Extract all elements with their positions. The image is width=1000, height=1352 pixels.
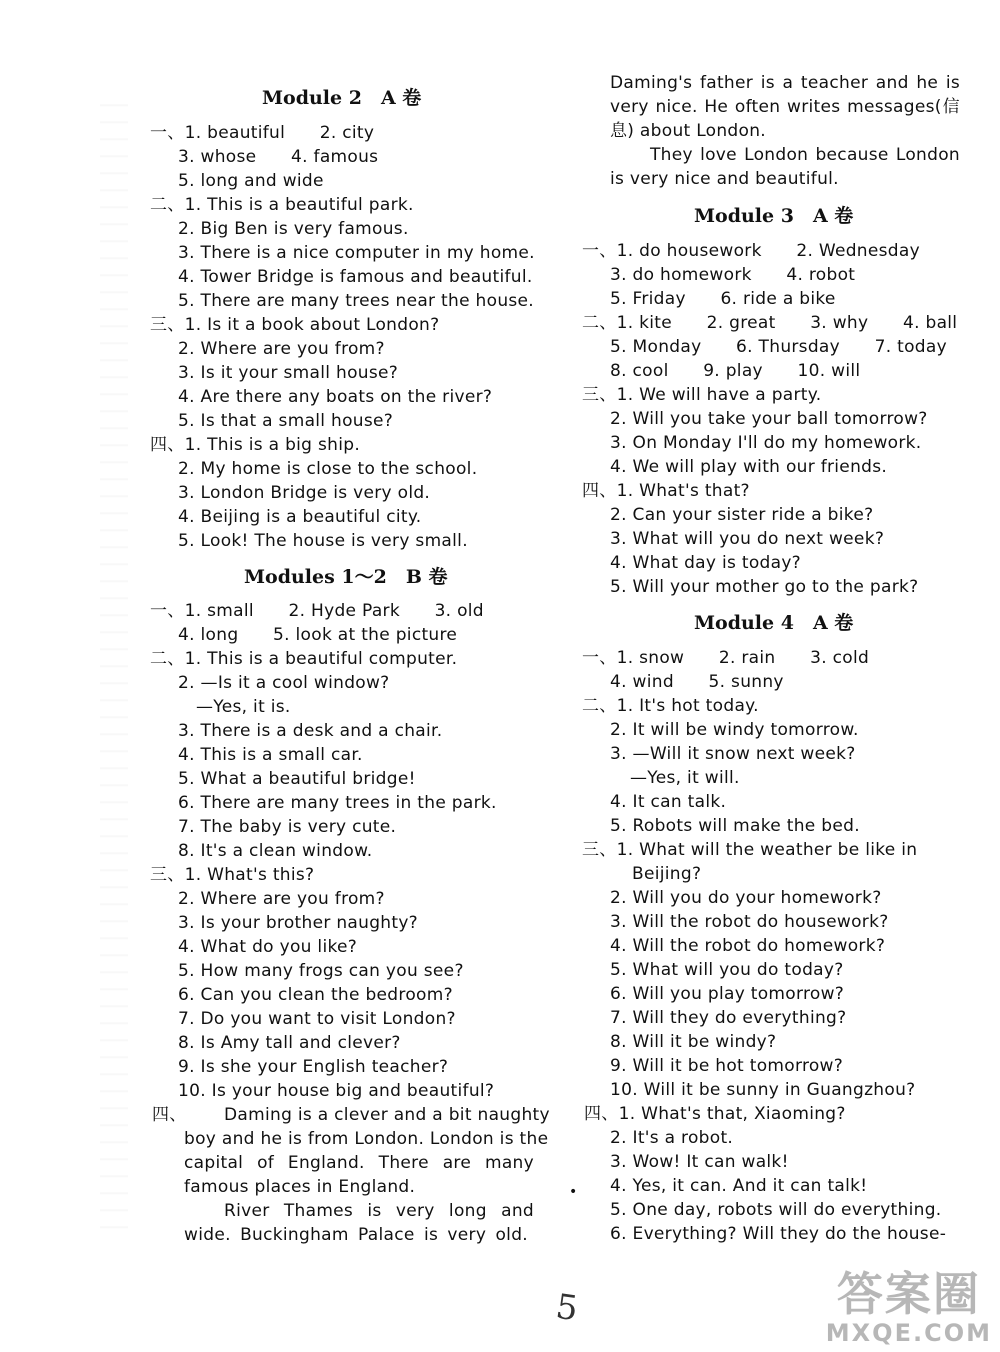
scan-dot: •: [569, 1184, 578, 1200]
list-item: 4. Will the robot do homework?: [610, 936, 886, 956]
list-item: 3. Is your brother naughty?: [178, 913, 419, 933]
list-item: 3. do homework 4. robot: [610, 265, 856, 285]
list-item: 4. This is a small car.: [178, 745, 363, 765]
list-item: 7. Will they do everything?: [610, 1008, 847, 1028]
passage-line: is very nice and beautiful.: [610, 169, 839, 189]
watermark: [826, 1268, 992, 1346]
list-item: 2. Can your sister ride a bike?: [610, 505, 874, 525]
list-item: 4. What do you like?: [178, 937, 358, 957]
passage-line: Daming is a clever and a bit naughty: [224, 1105, 550, 1125]
list-item: 4. Yes, it can. And it can talk!: [610, 1176, 868, 1196]
watermark-url: MXQE.COM: [825, 1319, 992, 1347]
list-item: 四、1. What's that, Xiaoming?: [584, 1104, 846, 1124]
list-item: 8. Is Amy tall and clever?: [178, 1033, 401, 1053]
passage-line: famous places in England.: [184, 1177, 416, 1197]
list-item: —Yes, it will.: [630, 768, 740, 788]
list-item: 2. —Is it a cool window?: [178, 673, 390, 693]
list-item: 一、1. snow 2. rain 3. cold: [582, 648, 870, 668]
list-item: 4. Tower Bridge is famous and beautiful.: [178, 267, 533, 287]
list-item: 三、1. We will have a party.: [582, 385, 822, 405]
passage-line: capital of England. There are many: [184, 1153, 534, 1173]
list-item: 2. My home is close to the school.: [178, 459, 478, 479]
list-item: 2. Will you do your homework?: [610, 888, 882, 908]
left-margin-scan-noise: [100, 90, 128, 1240]
list-item: 5. What will you do today?: [610, 960, 844, 980]
list-item: 4. long 5. look at the picture: [178, 625, 458, 645]
list-item: 7. The baby is very cute.: [178, 817, 397, 837]
list-item: 3. On Monday I'll do my homework.: [610, 433, 922, 453]
list-item: 3. —Will it snow next week?: [610, 744, 856, 764]
list-item: 一、1. beautiful 2. city: [150, 123, 375, 143]
list-item: 8. cool 9. play 10. will: [610, 361, 861, 381]
list-item: 5. Robots will make the bed.: [610, 816, 860, 836]
list-item: 四、1. This is a big ship.: [150, 435, 361, 455]
list-item: 5. Is that a small house?: [178, 411, 394, 431]
list-item: 4. Are there any boats on the river?: [178, 387, 493, 407]
list-item: 5. Friday 6. ride a bike: [610, 289, 836, 309]
list-item: 6. Will you play tomorrow?: [610, 984, 845, 1004]
list-item: 3. Wow! It can walk!: [610, 1152, 789, 1172]
list-item: 2. It will be windy tomorrow.: [610, 720, 859, 740]
list-item: 4. Beijing is a beautiful city.: [178, 507, 422, 527]
passage-line: 息) about London.: [610, 121, 767, 141]
passage-line: Daming's father is a teacher and he is: [610, 73, 960, 93]
list-item: 4. We will play with our friends.: [610, 457, 888, 477]
list-item: 二、1. This is a beautiful computer.: [150, 649, 458, 669]
list-item: 2. It's a robot.: [610, 1128, 734, 1148]
list-item: 9. Will it be hot tomorrow?: [610, 1056, 844, 1076]
list-item: 6. There are many trees in the park.: [178, 793, 497, 813]
list-item: 3. What will you do next week?: [610, 529, 885, 549]
list-item: 二、1. kite 2. great 3. why 4. ball: [582, 313, 958, 333]
list-item: 一、1. small 2. Hyde Park 3. old: [150, 601, 484, 621]
list-item: 3. London Bridge is very old.: [178, 483, 431, 503]
list-item: 8. It's a clean window.: [178, 841, 373, 861]
passage-line: River Thames is very long and: [224, 1201, 534, 1221]
list-item: 三、1. Is it a book about London?: [150, 315, 440, 335]
list-item: 5. One day, robots will do everything.: [610, 1200, 942, 1220]
list-item: 3. There is a nice computer in my home.: [178, 243, 535, 263]
list-item: 4. wind 5. sunny: [610, 672, 784, 692]
list-item: 三、1. What will the weather be like in: [582, 840, 918, 860]
list-item: 6. Can you clean the bedroom?: [178, 985, 453, 1005]
module4-title: Module 4 A 卷: [694, 612, 854, 634]
list-item: 7. Do you want to visit London?: [178, 1009, 456, 1029]
list-item: 3. Is it your small house?: [178, 363, 399, 383]
list-item: 二、1. This is a beautiful park.: [150, 195, 414, 215]
modules12-title: Modules 1～2 B 卷: [244, 566, 448, 588]
list-item: Beijing?: [632, 864, 702, 884]
list-item: 9. Is she your English teacher?: [178, 1057, 449, 1077]
module2-title: Module 2 A 卷: [262, 87, 422, 109]
list-item: 5. long and wide: [178, 171, 324, 191]
list-item: 4. It can talk.: [610, 792, 727, 812]
list-item: 2. Where are you from?: [178, 889, 385, 909]
list-item: 四、1. What's that?: [582, 481, 750, 501]
list-item: 10. Will it be sunny in Guangzhou?: [610, 1080, 916, 1100]
list-item: 3. whose 4. famous: [178, 147, 379, 167]
list-item: 一、1. do housework 2. Wednesday: [582, 241, 920, 261]
list-item: 3. Will the robot do housework?: [610, 912, 889, 932]
list-item: 5. What a beautiful bridge!: [178, 769, 416, 789]
passage-line: very nice. He often writes messages(信: [610, 97, 960, 117]
list-item: 5. Look! The house is very small.: [178, 531, 468, 551]
list-item: 5. There are many trees near the house.: [178, 291, 535, 311]
list-item: 6. Everything? Will they do the house-: [610, 1224, 947, 1244]
passage-line: boy and he is from London. London is the: [184, 1129, 549, 1149]
list-item: 二、1. It's hot today.: [582, 696, 759, 716]
list-item: 4. What day is today?: [610, 553, 802, 573]
list-item: 3. There is a desk and a chair.: [178, 721, 443, 741]
module3-title: Module 3 A 卷: [694, 205, 854, 227]
list-item: 2. Where are you from?: [178, 339, 385, 359]
list-item: 10. Is your house big and beautiful?: [178, 1081, 495, 1101]
list-item: 2. Big Ben is very famous.: [178, 219, 409, 239]
list-item: 8. Will it be windy?: [610, 1032, 777, 1052]
list-item: 2. Will you take your ball tomorrow?: [610, 409, 928, 429]
list-item: 5. How many frogs can you see?: [178, 961, 464, 981]
passage-line: They love London because London: [650, 145, 960, 165]
watermark-logo: 答案圈: [836, 1267, 981, 1321]
list-item: 5. Monday 6. Thursday 7. today: [610, 337, 947, 357]
handwritten-page-mark: 5: [553, 1286, 581, 1330]
passage-line: wide. Buckingham Palace is very old.: [184, 1225, 528, 1245]
list-item: 三、1. What's this?: [150, 865, 315, 885]
list-item: —Yes, it is.: [196, 697, 291, 717]
list-item: 5. Will your mother go to the park?: [610, 577, 919, 597]
passage-label: 四、: [152, 1105, 187, 1125]
